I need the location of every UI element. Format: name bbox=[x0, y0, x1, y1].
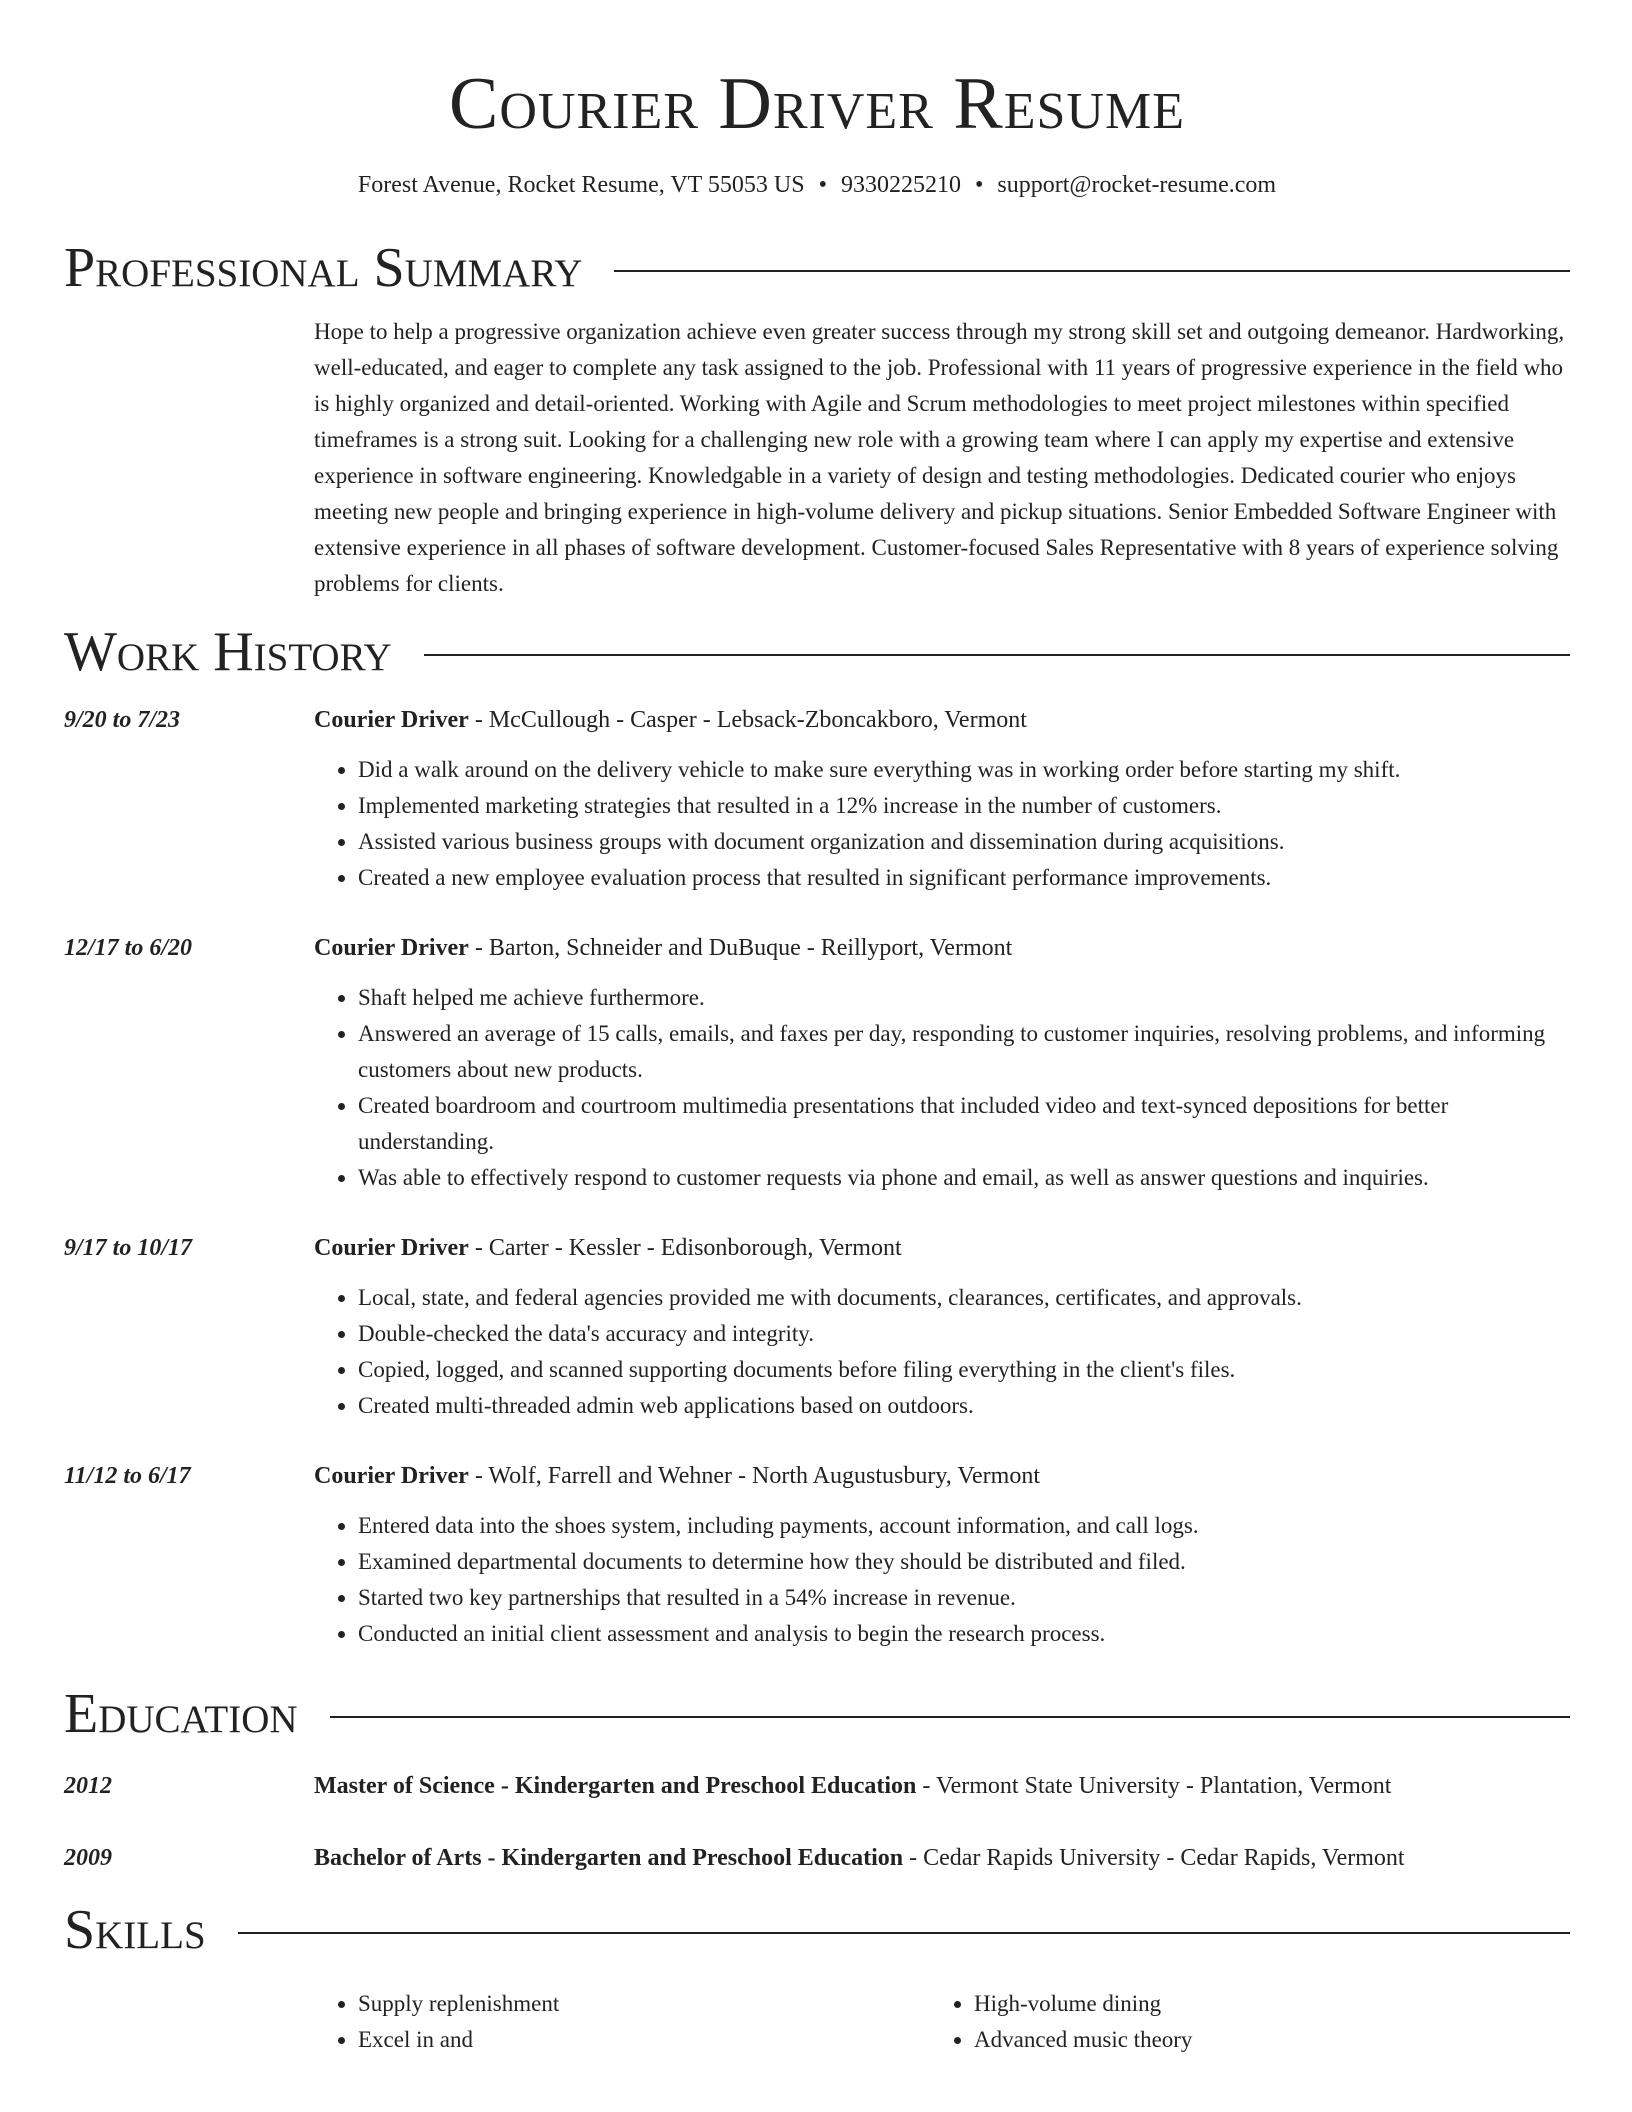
skill-item: • Advanced music theory bbox=[974, 2022, 1546, 2058]
education-degree: Bachelor of Arts - Kindergarten and Preschool Education bbox=[314, 1845, 904, 1871]
skill-item: • High-volume dining bbox=[974, 1986, 1546, 2022]
work-section-header bbox=[64, 620, 1570, 684]
work-bullet: • Was able to effectively respond to customer requests via phone and email, as well as answer questions and inquiries. bbox=[358, 1160, 1570, 1196]
skills-section-header bbox=[64, 1898, 1570, 1962]
work-bullets bbox=[314, 1280, 1570, 1424]
work-role: Courier Driver bbox=[314, 1235, 469, 1261]
work-entry bbox=[64, 702, 1570, 896]
work-entry-row bbox=[64, 1230, 1570, 1424]
summary-text: Hope to help a progressive organization achieve even greater success through my strong skill set and outgoing demeanor. Hardworking, well-educated, and eager to complete any task assigned to the job. Professional with 11 years of progressive experience in the field who is highly organized and detail-oriented. Working with Agile and Scrum methodologies to meet project milestones within specified timeframes is a strong suit. Looking for a challenging new role with a growing team where I can apply my expertise and extensive experience in software engineering. Knowledgable in a variety of design and testing methodologies. Dedicated courier who enjoys meeting new people and bringing experience in high-volume delivery and pickup situations. Senior Embedded Software Engineer with extensive experience in all phases of software development. Customer-focused Sales Representative with 8 years of experience solving problems for clients. bbox=[314, 319, 1565, 596]
work-bullet: • Copied, logged, and scanned supporting documents before filing everything in the client's files. bbox=[358, 1352, 1570, 1388]
work-bullet: • Did a walk around on the delivery vehicle to make sure everything was in working order before starting my shift. bbox=[358, 752, 1570, 788]
work-employer: - McCullough - Casper - Lebsack-Zboncakboro, Vermont bbox=[468, 707, 1027, 733]
summary-section-title: Professional Summary bbox=[64, 237, 583, 299]
education-section-header bbox=[64, 1682, 1570, 1746]
contact-email: support@rocket-resume.com bbox=[997, 172, 1277, 198]
education-details bbox=[314, 1840, 1405, 1876]
work-entry bbox=[64, 1230, 1570, 1424]
work-employer: - Carter - Kessler - Edisonborough, Vermont bbox=[468, 1235, 902, 1261]
education-details bbox=[314, 1768, 1391, 1804]
work-body bbox=[314, 702, 1570, 896]
education-school: - Vermont State University - Plantation, Vermont bbox=[916, 1773, 1392, 1799]
work-bullet: • Shaft helped me achieve furthermore. bbox=[358, 980, 1570, 1016]
work-entry-row bbox=[64, 930, 1570, 1196]
work-bullet: • Created a new employee evaluation process that resulted in significant performance improvements. bbox=[358, 860, 1570, 896]
skills-column-left bbox=[314, 1986, 930, 2058]
skill-item: • Excel in and bbox=[358, 2022, 930, 2058]
work-history-list bbox=[64, 702, 1570, 1652]
section-divider bbox=[330, 1716, 1570, 1718]
skills-column-right bbox=[930, 1986, 1546, 2058]
work-bullets bbox=[314, 1508, 1570, 1652]
resume-name: Courier Driver Resume bbox=[449, 63, 1185, 145]
work-role: Courier Driver bbox=[314, 707, 469, 733]
work-headline bbox=[314, 930, 1570, 966]
education-year: 2009 bbox=[64, 1845, 112, 1871]
work-dates: 9/20 to 7/23 bbox=[64, 707, 181, 733]
work-body bbox=[314, 1230, 1570, 1424]
work-entry-row bbox=[64, 702, 1570, 896]
work-entry bbox=[64, 930, 1570, 1196]
education-section-title: Education bbox=[64, 1683, 298, 1745]
section-divider bbox=[238, 1932, 1570, 1934]
education-entry bbox=[64, 1840, 1570, 1876]
work-bullet: • Double-checked the data's accuracy and integrity. bbox=[358, 1316, 1570, 1352]
contact-line bbox=[64, 170, 1570, 200]
work-dates: 12/17 to 6/20 bbox=[64, 935, 193, 961]
education-year: 2012 bbox=[64, 1773, 112, 1799]
work-bullets bbox=[314, 980, 1570, 1196]
work-role: Courier Driver bbox=[314, 1463, 469, 1489]
work-section-title: Work History bbox=[64, 621, 392, 683]
work-bullet: • Local, state, and federal agencies provided me with documents, clearances, certificates, and approvals. bbox=[358, 1280, 1570, 1316]
contact-phone: 9330225210 bbox=[840, 172, 961, 198]
work-bullet: • Answered an average of 15 calls, emails, and faxes per day, responding to customer inquiries, resolving problems, and informing customers about new products. bbox=[358, 1016, 1570, 1088]
contact-address: Forest Avenue, Rocket Resume, VT 55053 US bbox=[357, 172, 805, 198]
skills-section-title: Skills bbox=[64, 1899, 206, 1961]
work-bullet: • Created multi-threaded admin web applications based on outdoors. bbox=[358, 1388, 1570, 1424]
education-school: - Cedar Rapids University - Cedar Rapids, Vermont bbox=[903, 1845, 1405, 1871]
work-body bbox=[314, 930, 1570, 1196]
work-headline bbox=[314, 1230, 1570, 1266]
contact-separator: • bbox=[974, 172, 984, 198]
work-bullet: • Created boardroom and courtroom multimedia presentations that included video and text-synced depositions for better understanding. bbox=[358, 1088, 1570, 1160]
skill-item: • Supply replenishment bbox=[358, 1986, 930, 2022]
work-entry-row bbox=[64, 1458, 1570, 1652]
contact-separator: • bbox=[818, 172, 827, 198]
work-dates: 9/17 to 10/17 bbox=[64, 1235, 193, 1261]
summary-section-header bbox=[64, 236, 1570, 300]
work-employer: - Wolf, Farrell and Wehner - North Augustusbury, Vermont bbox=[468, 1463, 1040, 1489]
work-bullets bbox=[314, 752, 1570, 896]
work-bullet: • Examined departmental documents to determine how they should be distributed and filed. bbox=[358, 1544, 1570, 1580]
work-employer: - Barton, Schneider and DuBuque - Reillyport, Vermont bbox=[468, 935, 1013, 961]
education-degree: Master of Science - Kindergarten and Preschool Education bbox=[314, 1773, 917, 1799]
work-dates: 11/12 to 6/17 bbox=[64, 1463, 191, 1489]
work-bullet: • Conducted an initial client assessment and analysis to begin the research process. bbox=[358, 1616, 1570, 1652]
section-divider bbox=[614, 270, 1570, 272]
work-body bbox=[314, 1458, 1570, 1652]
education-entry bbox=[64, 1768, 1570, 1804]
work-headline bbox=[314, 1458, 1570, 1494]
work-bullet: • Assisted various business groups with document organization and dissemination during acquisitions. bbox=[358, 824, 1570, 860]
work-entry bbox=[64, 1458, 1570, 1652]
section-divider bbox=[424, 654, 1570, 656]
skills-list bbox=[314, 1986, 1570, 2058]
work-bullet: • Entered data into the shoes system, including payments, account information, and call logs. bbox=[358, 1508, 1570, 1544]
work-role: Courier Driver bbox=[314, 935, 469, 961]
work-headline bbox=[314, 702, 1570, 738]
work-bullet: • Implemented marketing strategies that resulted in a 12% increase in the number of customers. bbox=[358, 788, 1570, 824]
work-bullet: • Started two key partnerships that resulted in a 54% increase in revenue. bbox=[358, 1580, 1570, 1616]
